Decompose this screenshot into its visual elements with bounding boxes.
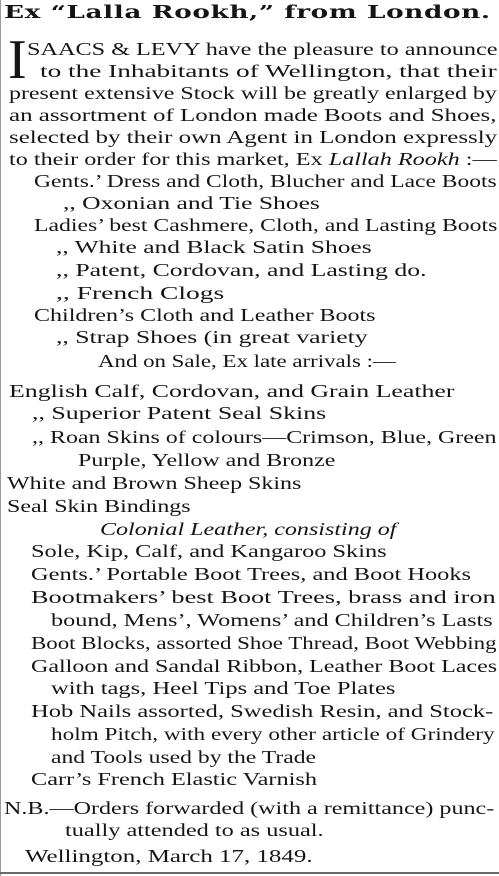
- stock-item: ,, Roan Skins of colours—Crimson, Blue, Green: [32, 427, 497, 447]
- stock-item: ,, Superior Patent Seal Skins: [32, 403, 327, 423]
- colonial-item: Hob Nails assorted, Swedish Resin, and Stock-: [31, 701, 494, 721]
- stock-item: ,, White and Black Satin Shoes: [56, 237, 372, 257]
- stock-item: Gents.’ Dress and Cloth, Blucher and Lace Boots: [34, 171, 497, 191]
- stock-item: ,, Strap Shoes (in great variety: [56, 327, 368, 347]
- nb-line: N.B.—Orders forwarded (with a remittance) punc-: [4, 798, 495, 818]
- stock-item: Purple, Yellow and Bronze: [78, 450, 336, 470]
- bottom-rule: [0, 872, 499, 874]
- colonial-item: with tags, Heel Tips and Toe Plates: [51, 678, 396, 698]
- colonial-item: bound, Mens’, Womens’ and Children’s Lasts: [51, 610, 493, 630]
- stock-item: Ladies’ best Cashmere, Cloth, and Lasting Boots: [34, 215, 498, 235]
- stock-item: ,, French Clogs: [56, 283, 225, 303]
- stock-item: White and Brown Sheep Skins: [7, 473, 302, 493]
- colonial-item: Sole, Kip, Calf, and Kangaroo Skins: [31, 541, 387, 561]
- nb-line: tually attended to as usual.: [65, 820, 324, 840]
- stock-item: ,, Oxonian and Tie Shoes: [63, 193, 320, 213]
- intro-line-ship: [9, 148, 497, 170]
- intro-line: SAACS & LEVY have the pleasure to announce: [27, 39, 498, 59]
- intro-line: selected by their own Agent in London expressly: [9, 127, 498, 147]
- colonial-heading: Colonial Leather, consisting of: [100, 519, 397, 539]
- colonial-item: Carr’s French Elastic Varnish: [31, 769, 317, 789]
- section-subheading: And on Sale, Ex late arrivals :—: [98, 351, 396, 371]
- colonial-item: holm Pitch, with every other article of Grindery: [51, 724, 495, 744]
- drop-cap-letter: I: [8, 29, 27, 91]
- intro-suffix: :—: [459, 149, 497, 169]
- colonial-item: Bootmakers’ best Boot Trees, brass and iron: [31, 587, 496, 607]
- intro-line: present extensive Stock will be greatly enlarged by: [9, 83, 497, 103]
- intro-line: to the Inhabitants of Wellington, that their: [40, 61, 497, 81]
- intro-prefix: to their order for this market, Ex: [9, 149, 329, 169]
- left-column-rule: [0, 0, 1, 876]
- colonial-item: and Tools used by the Trade: [51, 747, 317, 767]
- colonial-item: Galloon and Sandal Ribbon, Leather Boot Laces: [31, 656, 498, 676]
- colonial-item: Gents.’ Portable Boot Trees, and Boot Hooks: [31, 564, 472, 584]
- stock-item: Seal Skin Bindings: [7, 496, 191, 516]
- intro-line: an assortment of London made Boots and Shoes,: [9, 105, 497, 125]
- advertisement-title: Ex “Lalla Rookh,” from London.: [4, 3, 491, 23]
- colonial-item: Boot Blocks, assorted Shoe Thread, Boot Webbing: [31, 633, 497, 653]
- ship-name: Lallah Rookh: [328, 149, 460, 169]
- stock-item: ,, Patent, Cordovan, and Lasting do.: [56, 260, 427, 280]
- stock-item: Children’s Cloth and Leather Boots: [34, 305, 376, 325]
- dateline: Wellington, March 17, 1849.: [25, 846, 313, 866]
- stock-item: English Calf, Cordovan, and Grain Leather: [9, 381, 455, 401]
